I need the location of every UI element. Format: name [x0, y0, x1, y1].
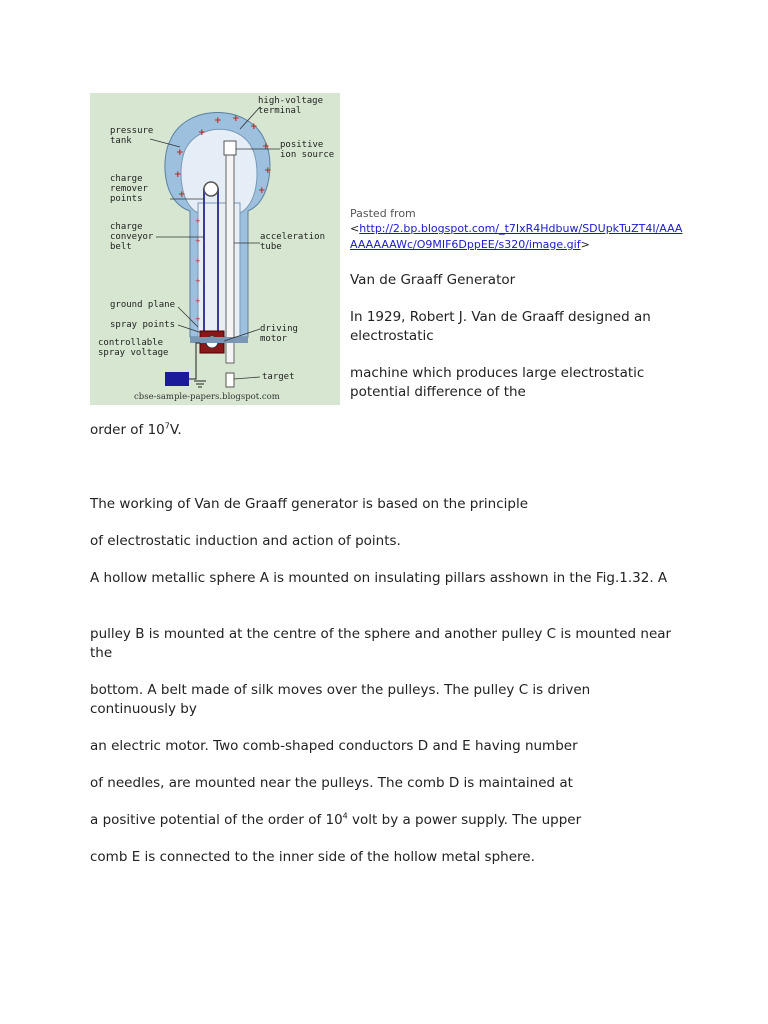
top-pulley	[204, 182, 218, 196]
svg-text:+: +	[250, 122, 258, 132]
label-target: target	[262, 372, 295, 382]
paragraph-8-text-b: volt by a power supply. The upper	[347, 812, 582, 828]
order-text: order of 10	[90, 422, 165, 438]
svg-text:+: +	[195, 315, 201, 323]
label-acceleration-tube: acceleration tube	[260, 232, 326, 252]
label-positive-ion-source: positive ion source	[280, 140, 335, 160]
side-heading: Van de Graaff Generator	[350, 272, 516, 288]
target-shape	[226, 373, 234, 387]
svg-text:+: +	[178, 190, 186, 200]
diagram-svg	[90, 93, 340, 405]
url-close-bracket: >	[580, 238, 590, 251]
label-controllable-spray-voltage: controllable spray voltage	[98, 338, 169, 358]
paragraph-8	[90, 811, 680, 830]
svg-text:+: +	[174, 170, 182, 180]
label-driving-motor: driving motor	[260, 324, 298, 344]
svg-text:+: +	[262, 142, 270, 152]
order-unit: V.	[169, 422, 182, 438]
label-charge-conveyor-belt: charge conveyor belt	[110, 222, 154, 252]
svg-text:+: +	[232, 114, 240, 124]
label-spray-points: spray points	[110, 320, 176, 330]
acceleration-tube-shape	[226, 153, 234, 363]
paragraph-8-text-a: a positive potential of the order of 10	[90, 812, 343, 828]
source-link[interactable]: http://2.bp.blogspot.com/_t7IxR4Hdbuw/SDUpkTuZT4I/AAAAAAAAAWc/O9MIF6DppEE/s320/image.gif	[350, 222, 683, 251]
svg-text:+: +	[198, 128, 206, 138]
pasted-url-line	[350, 221, 690, 253]
tank-base	[190, 337, 248, 343]
svg-text:+: +	[258, 186, 266, 196]
paragraph-6: an electric motor. Two comb-shaped conductors D and E having number	[90, 738, 578, 754]
label-ground-plane: ground plane	[110, 300, 176, 310]
supply-wire	[189, 343, 200, 379]
ground-symbol	[194, 381, 206, 387]
paragraph-1: The working of Van de Graaff generator is based on the principle	[90, 496, 529, 512]
paragraph-3: A hollow metallic sphere A is mounted on insulating pillars asshown in the Fig.1.32. A	[90, 570, 668, 586]
svg-text:+: +	[195, 237, 201, 245]
svg-text:+: +	[195, 297, 201, 305]
svg-text:+: +	[195, 257, 201, 265]
label-high-voltage-terminal: high-voltage terminal	[258, 96, 324, 116]
figure-watermark: cbse-sample-papers.blogspot.com	[134, 392, 280, 402]
svg-text:+: +	[195, 277, 201, 285]
van-de-graaff-diagram	[90, 93, 340, 405]
side-paragraph-2: machine which produces large electrostatic potential difference of the	[350, 365, 645, 400]
side-column	[350, 206, 690, 402]
spray-voltage-supply	[165, 372, 189, 386]
label-charge-remover-points: charge remover points	[110, 174, 148, 204]
paragraph-4: pulley B is mounted at the centre of the sphere and another pulley C is mounted near the	[90, 626, 672, 661]
paragraph-9: comb E is connected to the inner side of the hollow metal sphere.	[90, 849, 535, 865]
label-pressure-tank: pressure tank	[110, 126, 154, 146]
paragraph-2: of electrostatic induction and action of points.	[90, 533, 401, 549]
paragraph-8-exponent: 4	[342, 811, 348, 821]
paragraph-5: bottom. A belt made of silk moves over the pulleys. The pulley C is driven continuously by	[90, 682, 591, 717]
svg-text:+: +	[214, 116, 222, 126]
paragraph-order-of	[90, 421, 680, 440]
pasted-from-label: Pasted from	[350, 207, 416, 220]
url-open-bracket: <	[350, 222, 360, 235]
svg-text:+: +	[195, 217, 201, 225]
side-paragraph-1: In 1929, Robert J. Van de Graaff designed an electrostatic	[350, 309, 651, 344]
ion-source	[224, 141, 236, 155]
paragraph-7: of needles, are mounted near the pulleys. The comb D is maintained at	[90, 775, 573, 791]
order-exponent: 7	[164, 421, 170, 431]
svg-text:+: +	[264, 166, 272, 176]
svg-text:+: +	[176, 148, 184, 158]
